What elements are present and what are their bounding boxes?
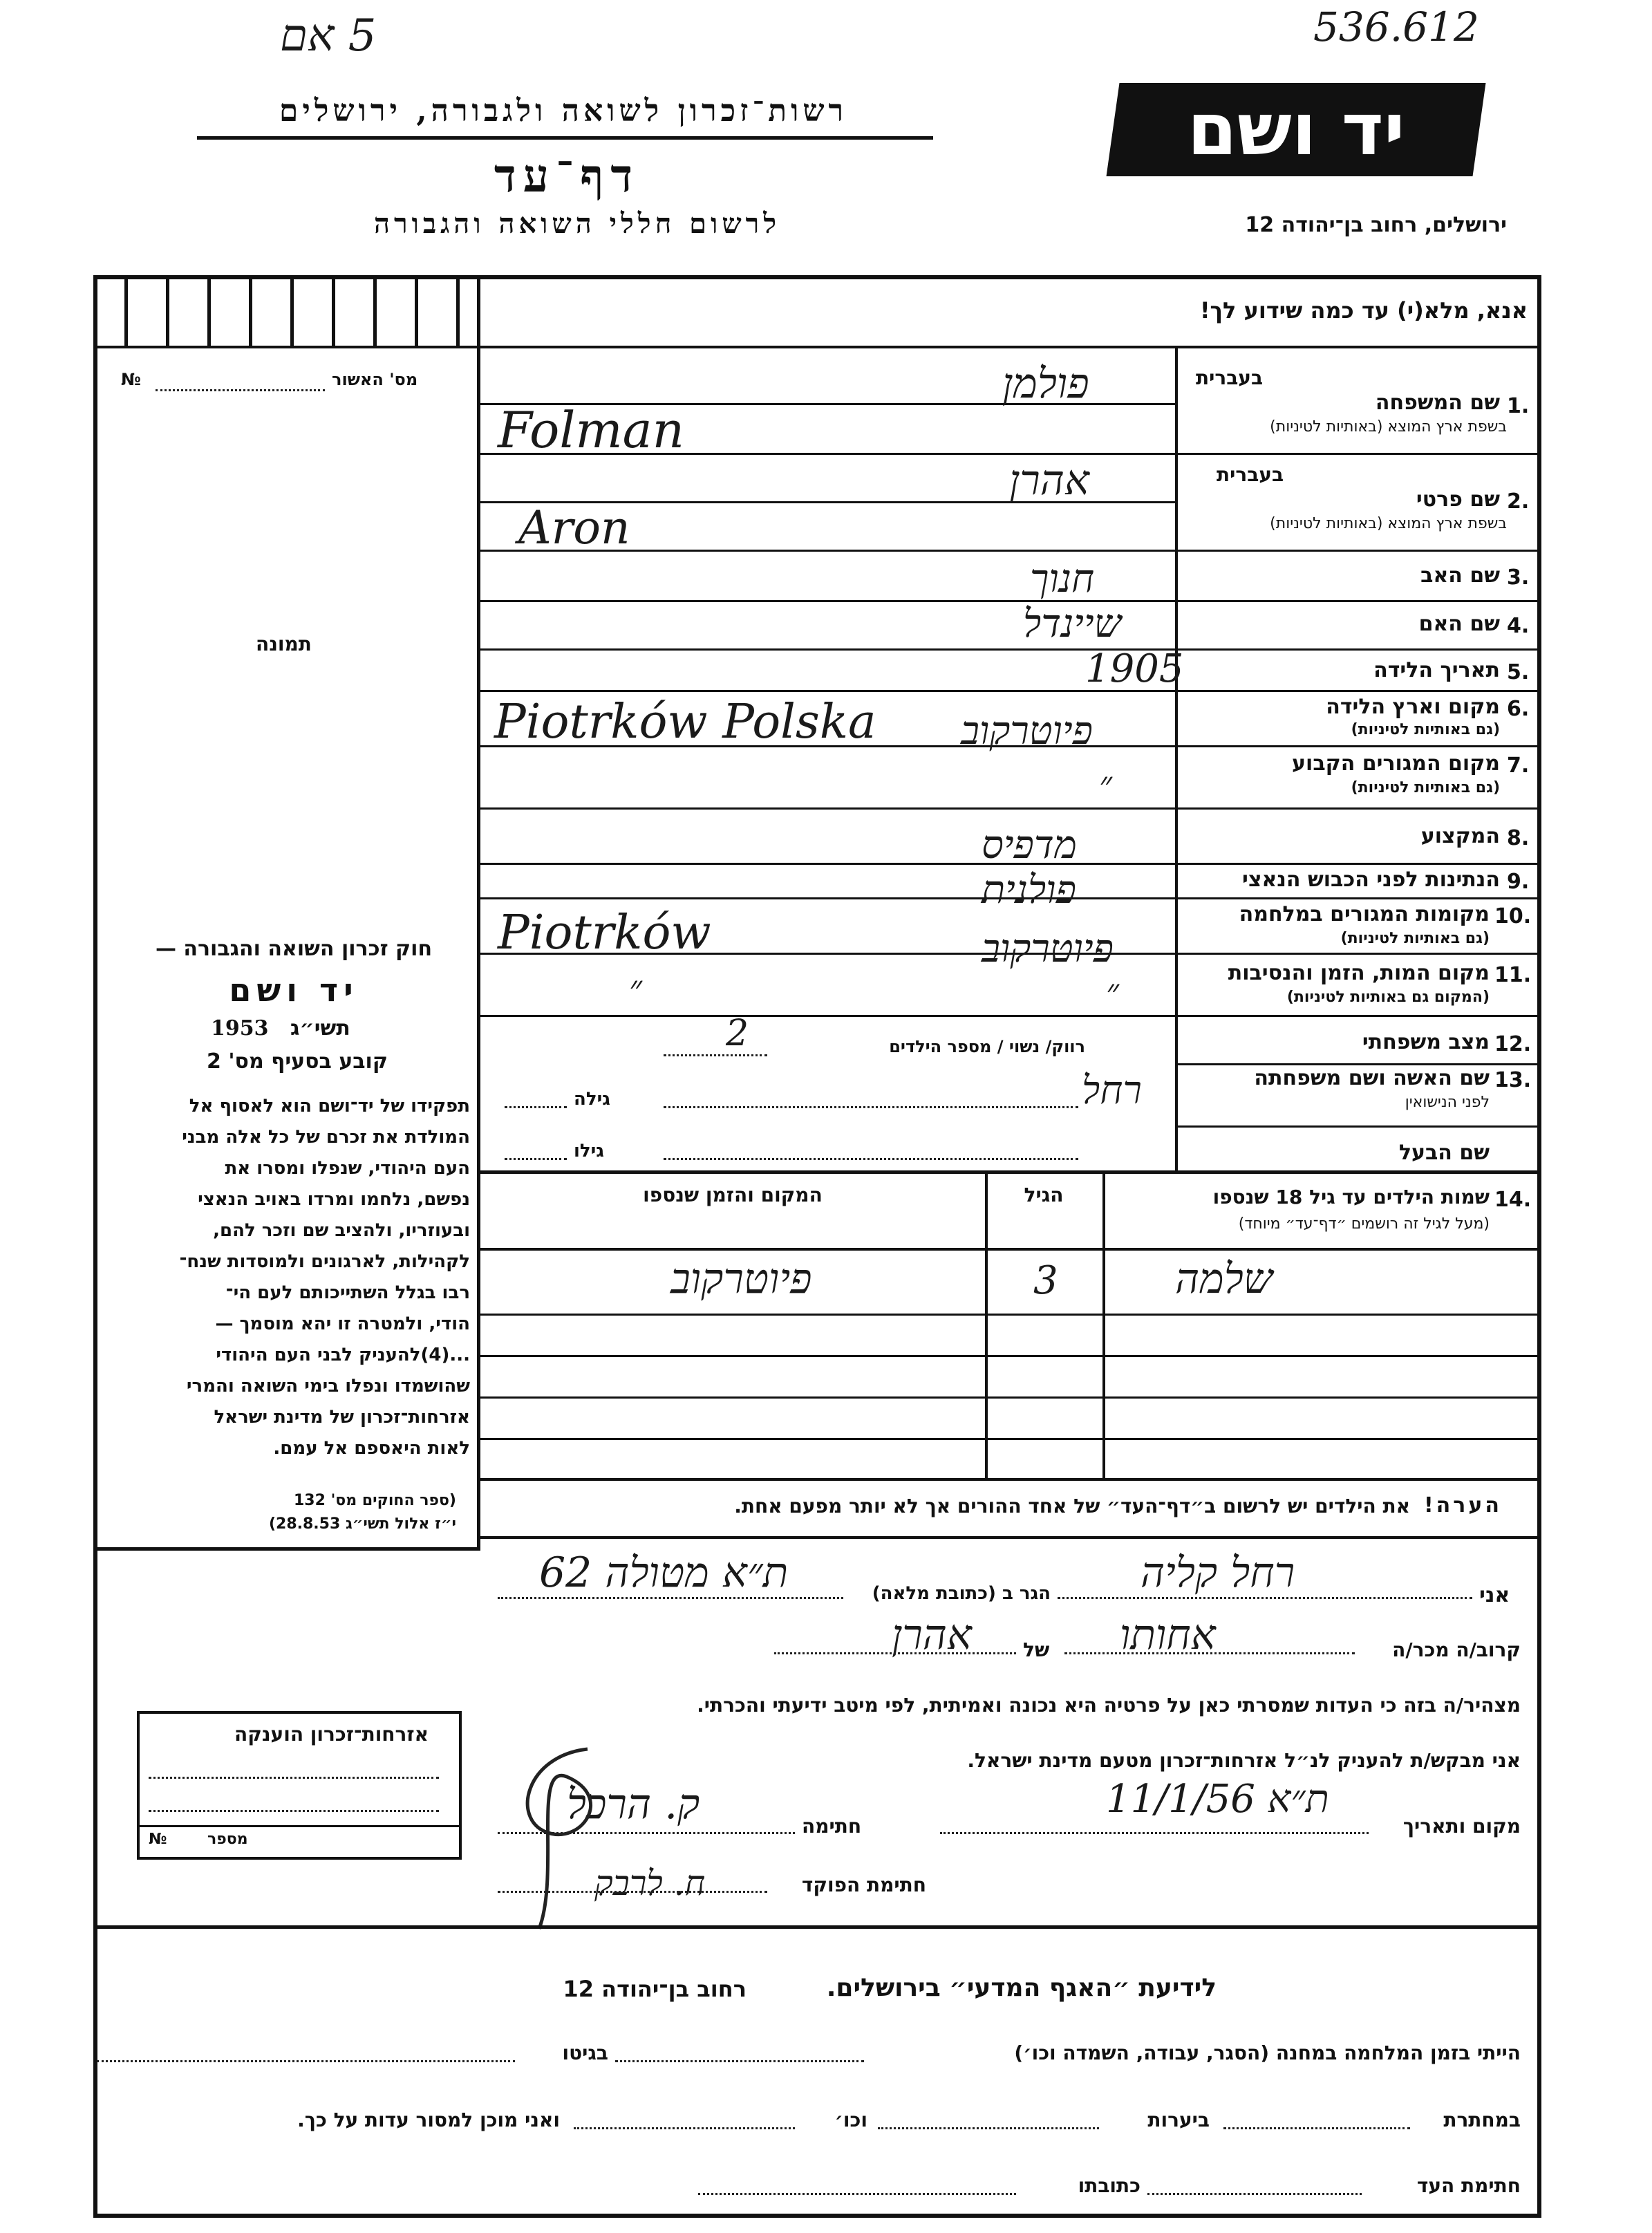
children-col-rule: [1102, 1170, 1105, 1480]
declarant-address: ת״א מטולה 62: [539, 1549, 789, 1597]
citizenship-no: מספר: [207, 1831, 248, 1848]
field-1-sub: בשפת ארץ המוצא (באותיות לטיניות): [1270, 418, 1507, 436]
citizenship-line-1: [149, 1777, 439, 1779]
footer-underground-label: במחתרת: [1443, 2109, 1521, 2131]
field-3-label: שם האב: [1420, 563, 1500, 588]
sidebar-top-rule: [97, 346, 477, 348]
field-2-sub: בשפת ארץ המוצא (באותיות לטיניות): [1270, 515, 1507, 532]
declarant-name: רחל קליה: [1141, 1549, 1295, 1597]
field-11-label: מקום המות, הזמן והנסיבות: [1228, 961, 1490, 985]
hebrew-label-1: בעברית: [1196, 366, 1264, 389]
residence-mark: ״: [1099, 764, 1112, 804]
footer-etc-label: וכו׳: [834, 2109, 867, 2131]
footer-ghetto-label: בגיטו: [562, 2042, 608, 2064]
signature-label: חתימה: [802, 1815, 862, 1838]
authority-underline: [197, 136, 933, 140]
footer-top-rule: [93, 1925, 1541, 1929]
nationality: פולנית: [982, 868, 1076, 913]
declarant-address-line: [498, 1597, 843, 1599]
footer-etc-line: [574, 2127, 795, 2129]
hebrew-label-2: בעברית: [1217, 463, 1284, 486]
father-name: חנוך: [1030, 557, 1095, 601]
relative-label: קרוב/ה מכר/ה: [1392, 1638, 1521, 1661]
place-date-line: [940, 1832, 1369, 1834]
children-row-rule: [480, 1314, 1541, 1316]
citizenship-divider: [138, 1825, 460, 1827]
death-mark-1: ״: [1106, 971, 1119, 1011]
law-line: הודי, ולמטרה זו יהא מוסמך —: [215, 1314, 470, 1334]
row-rule: [1175, 550, 1541, 552]
children-bottom-rule: [480, 1478, 1541, 1481]
field-5-label: תאריך הלידה: [1373, 658, 1500, 682]
field-4-num: 4.: [1507, 614, 1530, 638]
officer-signature: ח. לרבק: [594, 1863, 706, 1903]
birth-place-latin: Piotrków Polska: [494, 695, 876, 749]
row-rule: [1175, 690, 1541, 692]
field-14-num: 14.: [1494, 1188, 1532, 1212]
law-clause: קובע בסעיף מס' 2: [207, 1049, 388, 1074]
children-col-place: המקום והזמן שנספו: [643, 1184, 823, 1206]
row-rule: [1175, 453, 1541, 455]
children-header-rule: [480, 1248, 1541, 1251]
place-date-label: מקום ותאריך: [1402, 1815, 1521, 1838]
field-10-label: מקומות המגורים במלחמה: [1239, 902, 1490, 926]
law-year: 1953: [211, 1016, 269, 1040]
place-date: ת״א 11/1/56: [1106, 1777, 1329, 1822]
request-text: אני מבקש/ת להעניק לנ״ל אזרחות־זכרון מטעם מדינת ישראל.: [967, 1749, 1521, 1772]
surname-latin: Folman: [498, 401, 684, 459]
law-line: נפשם, נלחמו ומרדו באויב הנאצי: [198, 1189, 470, 1210]
field-4-label: שם האם: [1418, 612, 1500, 636]
row-rule: [1175, 897, 1541, 899]
children-title: שמות הילדים עד גיל 18 שנספו: [1212, 1186, 1490, 1208]
law-line: אזרחות־זכרון של מדינת ישראל: [214, 1407, 470, 1428]
law-line: ובעוזריו, ולהציב שם וזכר להם,: [213, 1220, 470, 1241]
law-year-heb: תשי״ג: [290, 1016, 350, 1040]
citizenship-no-mark: №: [149, 1831, 167, 1848]
law-title: חוק זכרון השואה והגבורה —: [155, 937, 433, 961]
field-10-num: 10.: [1494, 904, 1532, 928]
instruction: אנא, מלא(י) עד כמה שידוע לך!: [1199, 297, 1528, 324]
of-name: אהרן: [892, 1611, 972, 1659]
field-12-options: רווק/ נשוי / מספר הילדים: [889, 1037, 1085, 1056]
field-7-sub: (גם באותיות לטיניות): [1351, 779, 1500, 796]
sidebar-bottom-rule: [97, 1547, 480, 1551]
label-column-divider: [1175, 348, 1178, 1170]
children-top-rule: [480, 1170, 1541, 1174]
child-name: שלמה: [1175, 1255, 1273, 1303]
death-mark-2: ״: [629, 968, 642, 1008]
mother-name: שיינדל: [1023, 601, 1122, 646]
field-6-num: 6.: [1507, 697, 1530, 721]
husband-age-label: גילו: [574, 1141, 604, 1161]
footer-underground-line: [1223, 2127, 1410, 2129]
field-7-num: 7.: [1507, 754, 1530, 778]
birth-place-hebrew: פיוטרקוב: [961, 709, 1093, 754]
logo-text: יד ושם: [1187, 87, 1405, 171]
field-8-num: 8.: [1507, 826, 1530, 850]
row-rule: [1175, 600, 1541, 602]
declaration-text: מצהיר/ה בזה כי העדות שמסרתי כאן על פרטיה היא נכונה ואמיתית, לפי מיטב ידיעתי והכרתי.: [697, 1694, 1521, 1717]
form-title: דף־עד: [494, 149, 640, 203]
note-label: הערה!: [1424, 1493, 1502, 1517]
note-text: את הילדים יש לרשום ב״דף־העד״ של אחד ההורים אך לא יותר מפעם אחת.: [734, 1495, 1410, 1517]
field-12-num: 12.: [1494, 1032, 1532, 1056]
record-no-line: [156, 389, 325, 391]
row-rule: [1175, 863, 1541, 865]
signature: ק. הרכל: [567, 1780, 700, 1829]
field-6-label: מקום וארץ הלידה: [1326, 695, 1500, 719]
shel-label: של: [1023, 1638, 1050, 1661]
row-rule: [1175, 807, 1541, 810]
field-13-sub: לפני הנישואין: [1405, 1094, 1490, 1111]
declarant-name-line: [1058, 1597, 1472, 1599]
wife-name: רחל: [1082, 1068, 1142, 1113]
children-col-rule: [985, 1170, 988, 1480]
children-col-age: הגיל: [1024, 1184, 1064, 1206]
footer-forest-line: [878, 2127, 1099, 2129]
wife-age-label: גילה: [574, 1089, 610, 1110]
footer-ghetto-line: [97, 2060, 515, 2062]
law-source-2: י״ז אלול תשי״ג 28.8.53): [268, 1515, 456, 1533]
relation-line: [1064, 1652, 1355, 1654]
field-13-num: 13.: [1494, 1068, 1532, 1092]
law-logo: יד ושם: [229, 971, 359, 1009]
husband-name-line: [664, 1158, 1078, 1160]
note-bottom-rule: [480, 1536, 1541, 1539]
value-rule: [480, 1015, 1175, 1017]
law-line: רבו בגלל השתייכותם לעם הי־: [225, 1282, 470, 1303]
lives-at-label: הגר ב (כתובת מלאה): [872, 1583, 1051, 1604]
firstname-latin: Aron: [518, 501, 630, 554]
footer-address: רחוב בן־יהודה 12: [563, 1976, 747, 2002]
instruction-rule: [477, 346, 1541, 348]
children-title-sub: (מעל לגיל זה רושמים ״דף־עד״ מיוחד): [1238, 1215, 1490, 1233]
relation: אחותו: [1120, 1611, 1216, 1659]
firstname-hebrew: אהרן: [1009, 456, 1089, 505]
row-rule: [1175, 1125, 1541, 1128]
field-2-num: 2.: [1507, 489, 1530, 514]
field-3-num: 3.: [1507, 566, 1530, 590]
field-11-sub: (המקום גם באותיות לטיניות): [1286, 989, 1490, 1006]
field-7-label: מקום המגורים הקבוע: [1292, 751, 1500, 776]
sidebar-ticks: [97, 279, 477, 348]
officer-label: חתימת הפוקד: [801, 1874, 926, 1896]
war-place-hebrew: פיוטרקוב: [982, 926, 1114, 971]
officer-line: [498, 1891, 767, 1893]
authority-name: רשות־זכרון לשואה ולגבורה, ירושלים: [279, 93, 848, 129]
children-row-rule: [480, 1396, 1541, 1399]
value-rule: [480, 648, 1175, 651]
address: ירושלים, רחוב בן־יהודה 12: [1245, 213, 1507, 237]
footer-witness-label: חתימת העד: [1416, 2174, 1521, 2197]
footer-camp-line: [615, 2060, 864, 2062]
field-11-num: 11.: [1494, 963, 1532, 987]
children-row-rule: [480, 1438, 1541, 1440]
row-rule: [1175, 1015, 1541, 1017]
record-no-label: מס' האשור: [332, 370, 418, 389]
children-count: 2: [726, 1013, 749, 1054]
wife-age-line: [505, 1106, 567, 1108]
children-count-line: [664, 1054, 767, 1056]
law-line: לקהילות, לארגונים ולמוסדות שנח־: [179, 1251, 470, 1272]
footer-address-label: כתובתו: [1078, 2174, 1141, 2197]
row-rule: [1175, 953, 1541, 955]
child-age: 3: [1033, 1258, 1058, 1303]
wife-name-line: [664, 1106, 1078, 1108]
husband-age-line: [505, 1158, 567, 1160]
field-6-sub: (גם באותיות לטיניות): [1351, 721, 1500, 738]
of-name-line: [774, 1652, 1016, 1654]
children-row-rule: [480, 1355, 1541, 1357]
husband-label: שם הבעל: [1398, 1141, 1490, 1165]
war-place-latin: Piotrków: [498, 906, 711, 960]
field-8-label: המקצוע: [1420, 824, 1500, 848]
field-12-label: מצב משפחתי: [1362, 1030, 1490, 1054]
value-rule: [480, 690, 1175, 692]
field-9-label: הנתינות לפני הכבוש הנאצי: [1242, 868, 1500, 892]
photo-label: תמונה: [256, 633, 312, 655]
row-rule: [1175, 648, 1541, 651]
profession: מדפיס: [982, 823, 1077, 868]
footer-witness-line: [1147, 2193, 1362, 2195]
footer-testimony: ואני מוכן למסור עדות על כך.: [297, 2109, 560, 2131]
record-no-mark: №: [121, 370, 141, 389]
field-9-num: 9.: [1507, 870, 1530, 894]
law-line: ...(4)להעניק לבני העם היהודי: [216, 1345, 470, 1365]
citizenship-line-2: [149, 1810, 439, 1812]
footer-forest-label: ביערות: [1147, 2109, 1210, 2131]
field-2-label: שם פרטי: [1416, 487, 1500, 512]
signature-flourish: [484, 1735, 636, 1943]
declarant-ani: אני: [1479, 1583, 1510, 1607]
surname-hebrew: פולמן: [1002, 359, 1089, 408]
row-rule: [1175, 1063, 1541, 1065]
value-rule: [480, 807, 1175, 810]
footer-title: לידיעת ״האגף המדעי״ בירושלים.: [826, 1974, 1217, 2002]
top-mark: 5 אם: [280, 10, 377, 62]
law-line: תפקידו של יד־ושם הוא לאסוף אל: [189, 1096, 470, 1116]
footer-address-line: [698, 2193, 1016, 2195]
law-line: המולדת את זכרם של כל אלה מבני: [182, 1127, 470, 1148]
yad-vashem-logo: [1107, 83, 1486, 176]
reference-number: 536.612: [1313, 3, 1479, 50]
field-1-label: שם המשפחה: [1375, 391, 1500, 415]
form-subtitle: לרשום חללי השואה והגבורה: [373, 207, 781, 240]
footer-camp-label: הייתי בזמן המלחמה במחנה (הסגר, עבודה, השמדה וכו׳): [1014, 2042, 1521, 2064]
citizenship-title: אזרחות־זכרון הוענקה: [234, 1723, 429, 1746]
row-rule: [1175, 745, 1541, 747]
law-line: שהושמדו ונפלו בימי השואה והמרי: [186, 1376, 470, 1396]
law-line: לאות היאספם אל עמם.: [273, 1438, 470, 1459]
field-10-sub: (גם באותיות לטיניות): [1340, 930, 1490, 947]
law-source-1: (ספר החוקים מס' 132: [293, 1492, 456, 1509]
field-13-label: שם האשה ושם משפחתה: [1254, 1066, 1490, 1090]
field-5-num: 5.: [1507, 660, 1530, 684]
field-1-num: 1.: [1507, 394, 1530, 418]
birth-year: 1905: [1085, 646, 1184, 691]
law-line: העם היהודי, שנפלו ומסרו את: [225, 1158, 470, 1179]
sidebar-divider: [477, 277, 480, 1549]
child-place: פיוטרקוב: [670, 1255, 812, 1303]
law-text: [97, 1091, 470, 1464]
